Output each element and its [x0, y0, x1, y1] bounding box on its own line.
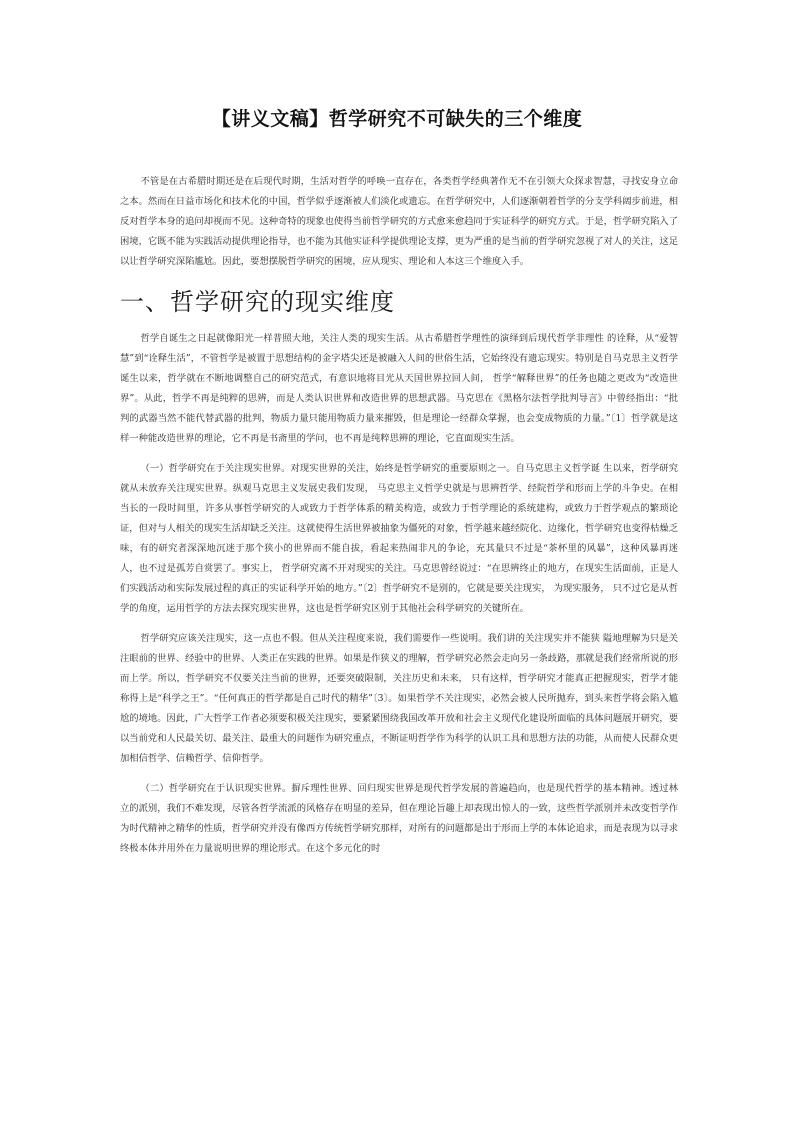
section1-paragraph-1: 哲学自诞生之日起就像阳光一样普照大地，关注人类的现实生活。从古希腊哲学理性的演绎到后现代哲学非理性 的诠释，从“爱智慧”到“诠释生活”，不管哲学是被置于思想结构的金字塔尖还是被融入人间的世俗生活，它始终没有遗忘现实。特别是自马克思主义哲学诞生以来，哲学就在不断地调整自己的研究范式，有意识地将目光从天国世界拉回人间， 哲学“解释世界”的任务也随之更改为“改造世界”。从此，哲学不再是纯粹的思辨，而是人类认识世界和改造世界的思想武器。马克思在《黑格尔法哲学批判导言》中曾经指出：“批判的武器当然不能代替武器的批判，物质力量只能用物质力量来摧毁，但是理论一经群众掌握，也会变成物质的力量。”〔1〕哲学就是这样一种能改造世界的理论，它不再是书斋里的学问，也不再是纯粹思辨的理论，它直面现实生活。	[120, 333, 678, 444]
section1-paragraph-3: 哲学研究应该关注现实，这一点也不假。但从关注程度来说，我们需要作一些说明。我们讲的关注现实并不能狭 隘地理解为只是关注眼前的世界、经验中的世界、人类正在实践的世界。如果是作狭义的理解，哲学研究必然会走向另一条歧路，那就是我们经常所说的形而上学。所以，哲学研究不仅要关注当前的世界，还要突破限制，关注历史和未来， 只有这样，哲学研究才能真正把握现实，哲学才能称得上是“科学之王”。“任何真正的哲学都是自己时代的精华”〔3〕。如果哲学不关注现实，必然会被人民所抛弃，到头来哲学将会陷入尴尬的境地。因此，广大哲学工作者必须要积极关注现实，要紧紧围绕我国改革开放和社会主义现代化建设所面临的具体问题展开研究，要以当前党和人民最关切、最关注、最重大的问题作为研究重点，不断证明哲学作为科学的认识工具和思想方法的功能，从而使人民群众更加相信哲学、信赖哲学、信仰哲学。	[120, 633, 678, 764]
intro-paragraph: 不管是在古希腊时期还是在后现代时期，生活对哲学的呼唤一直存在，各类哲学经典著作无不在引领大众探求智慧，寻找安身立命之本。然而在日益市场化和技术化的中国，哲学似乎逐渐被人们淡化或遗忘。在哲学研究中，人们逐渐朝着哲学的分支学科阔步前进，相反对哲学本身的追问却视而不见。这种奇特的现象也使得当前哲学研究的方式愈来愈趋同于实证科学的研究方式。于是，哲学研究陷入了困境，它既不能为实践活动提供理论指导，也不能为其他实证科学提供理论支撑，更为严重的是当前的哲学研究忽视了对人的关注，这足以让哲学研究深陷尴尬。因此，要想摆脱哲学研究的困境，应从现实、理论和人本这三个维度入手。	[120, 176, 678, 267]
section1-paragraph-2: （一）哲学研究在于关注现实世界。对现实世界的关注，始终是哲学研究的重要原则之一。自马克思主义哲学诞 生以来，哲学研究就从未放弃关注现实世界。纵观马克思主义发展史我们发现， 马克思主义哲学史就是与思辨哲学、经院哲学和形而上学的斗争史。在相当长的一段时间里，许多从事哲学研究的人或致力于哲学体系的精美构造，或致力于哲学理论的系统建构，或致力于哲学观点的繁琐论证，但对与人相关的现实生活却缺乏关注。这就使得生活世界被抽象为僵死的对象，哲学越来越经院化、边缘化，哲学研究也变得枯燥乏味，有的研究者深深地沉迷于那个狭小的世界而不能自拔，看起来热闹非凡的争论，充其量只不过是“茶杯里的风暴”，这种风暴再迷人，也不过是孤芳自赏罢了。事实上， 哲学研究离不开对现实的关注。马克思曾经说过：“在思辨终止的地方，在现实生活面前，正是人们实践活动和实际发展过程的真正的实证科学开始的地方。”〔2〕哲学研究不是别的，它就是要关注现实， 为现实服务， 只不过它是从哲学的角度，运用哲学的方法去探究现实世界，这也是哲学研究区别于其他社会科学研究的关键所在。	[120, 463, 678, 614]
section-heading-reality: 一、哲学研究的现实维度	[120, 288, 395, 316]
section1-paragraph-4: （二）哲学研究在于认识现实世界。摒斥理性世界、回归现实世界是现代哲学发展的普遍趋向，也是现代哲学的基本精神。透过林立的派别，我们不难发现，尽管各哲学流派的风格存在明显的差异，但在理论旨趣上却表现出惊人的一致，这些哲学派别并未改变哲学作为时代精神之精华的性质，哲学研究并没有像西方传统哲学研究那样，对所有的问题都是出于形而上学的本体论追求，而是表现为以寻求终极本体并用外在力量说明世界的理论形式。在这个多元化的时	[120, 783, 678, 854]
document-body	[120, 172, 678, 861]
document-title: 【讲义文稿】哲学研究不可缺失的三个维度	[211, 108, 583, 130]
